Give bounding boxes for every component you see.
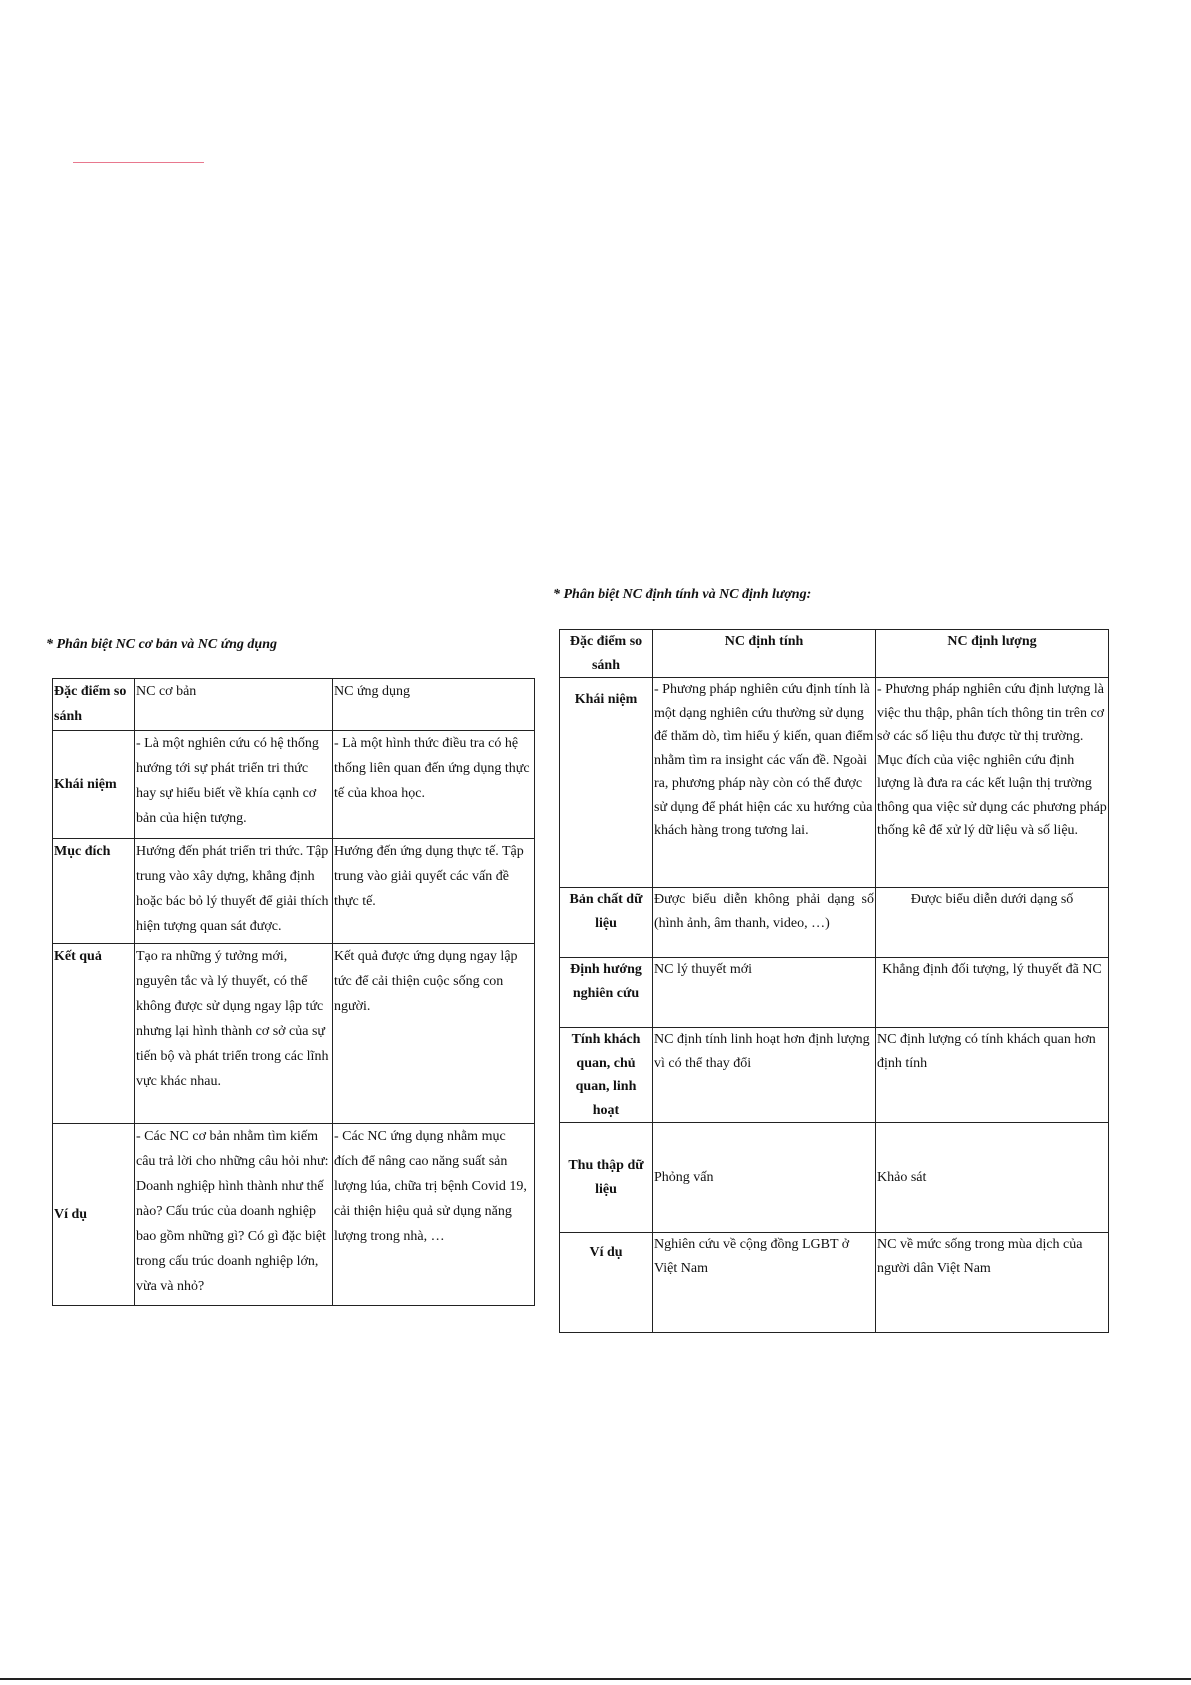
basic-cell: Hướng đến phát triển tri thức. Tập trung vào xây dựng, khẳng định hoặc bác bỏ lý thuyết để giải thích hiện tượng quan sát được. — [135, 839, 333, 944]
applied-cell: Kết quả được ứng dụng ngay lập tức để cải thiện cuộc sống con người. — [333, 944, 535, 1124]
header-criteria: Đặc điểm so sánh — [53, 679, 135, 731]
qualitative-cell: - Phương pháp nghiên cứu định tính là một dạng nghiên cứu thường sử dụng để thăm dò, tìm hiểu ý kiến, quan điểm nhằm tìm ra insight các vấn đề. Ngoài ra, phương pháp này còn có thể được sử dụng để phát hiện các xu hướng của khách hàng trong tương lai. — [653, 678, 876, 888]
header-applied: NC ứng dụng — [333, 679, 535, 731]
table-row — [560, 958, 1109, 1028]
left-section-caption: * Phân biệt NC cơ bản và NC ứng dụng — [46, 637, 277, 652]
page-bottom-rule — [0, 1678, 1191, 1680]
row-label: Khái niệm — [53, 731, 135, 839]
quantitative-cell: Được biểu diễn dưới dạng số — [876, 888, 1109, 958]
table-row — [560, 1233, 1109, 1333]
table-row — [560, 1123, 1109, 1233]
row-label: Tính khách quan, chủ quan, linh hoạt — [560, 1028, 653, 1123]
header-qualitative: NC định tính — [653, 630, 876, 678]
basic-applied-table — [52, 678, 535, 1306]
row-label: Ví dụ — [53, 1124, 135, 1306]
table-row — [53, 944, 535, 1124]
qualitative-cell: Được biểu diễn không phải dạng số (hình ảnh, âm thanh, video, …) — [653, 888, 876, 958]
quantitative-cell: NC về mức sống trong mùa dịch của người dân Việt Nam — [876, 1233, 1109, 1333]
table-row — [560, 678, 1109, 888]
qualitative-cell: NC định tính linh hoạt hơn định lượng vì có thể thay đổi — [653, 1028, 876, 1123]
row-label: Kết quả — [53, 944, 135, 1124]
applied-cell: Hướng đến ứng dụng thực tế. Tập trung vào giải quyết các vấn đề thực tế. — [333, 839, 535, 944]
quantitative-cell: Khảo sát — [876, 1123, 1109, 1233]
table-header-row — [53, 679, 535, 731]
applied-cell: - Các NC ứng dụng nhằm mục đích để nâng cao năng suất sản lượng lúa, chữa trị bệnh Covid 19, cải thiện hiệu quả sử dụng năng lượng trong nhà, … — [333, 1124, 535, 1306]
header-criteria: Đặc điểm so sánh — [560, 630, 653, 678]
row-label: Ví dụ — [560, 1233, 653, 1333]
table-header-row — [560, 630, 1109, 678]
row-label: Định hướng nghiên cứu — [560, 958, 653, 1028]
table-row — [560, 1028, 1109, 1123]
table-row — [53, 1124, 535, 1306]
quantitative-cell: - Phương pháp nghiên cứu định lượng là việc thu thập, phân tích thông tin trên cơ sở các số liệu thu được từ thị trường. Mục đích của việc nghiên cứu định lượng là đưa ra các kết luận thị trường thông qua việc sử dụng các phương pháp thống kê để xử lý dữ liệu và số liệu. — [876, 678, 1109, 888]
header-quantitative: NC định lượng — [876, 630, 1109, 678]
row-label: Bản chất dữ liệu — [560, 888, 653, 958]
qualitative-cell: NC lý thuyết mới — [653, 958, 876, 1028]
row-label: Mục đích — [53, 839, 135, 944]
basic-cell: - Là một nghiên cứu có hệ thống hướng tới sự phát triển tri thức hay sự hiểu biết về khía cạnh cơ bản của hiện tượng. — [135, 731, 333, 839]
quantitative-cell: Khẳng định đối tượng, lý thuyết đã NC — [876, 958, 1109, 1028]
red-rule — [73, 162, 204, 163]
qualitative-cell: Phỏng vấn — [653, 1123, 876, 1233]
row-label: Thu thập dữ liệu — [560, 1123, 653, 1233]
right-section-caption: * Phân biệt NC định tính và NC định lượng: — [553, 587, 812, 602]
row-label: Khái niệm — [560, 678, 653, 888]
table-row — [53, 839, 535, 944]
qualitative-quantitative-table — [559, 629, 1109, 1333]
qualitative-cell: Nghiên cứu về cộng đồng LGBT ở Việt Nam — [653, 1233, 876, 1333]
applied-cell: - Là một hình thức điều tra có hệ thống liên quan đến ứng dụng thực tế của khoa học. — [333, 731, 535, 839]
quantitative-cell: NC định lượng có tính khách quan hơn định tính — [876, 1028, 1109, 1123]
basic-cell: Tạo ra những ý tưởng mới, nguyên tắc và lý thuyết, có thể không được sử dụng ngay lập tức nhưng lại hình thành cơ sở của sự tiến bộ và phát triển trong các lĩnh vực khác nhau. — [135, 944, 333, 1124]
header-basic: NC cơ bản — [135, 679, 333, 731]
table-row — [53, 731, 535, 839]
basic-cell: - Các NC cơ bản nhằm tìm kiếm câu trả lời cho những câu hỏi như: Doanh nghiệp hình thành như thế nào? Cấu trúc của doanh nghiệp bao gồm những gì? Có gì đặc biệt trong cấu trúc doanh nghiệp lớn, vừa và nhỏ? — [135, 1124, 333, 1306]
table-row — [560, 888, 1109, 958]
